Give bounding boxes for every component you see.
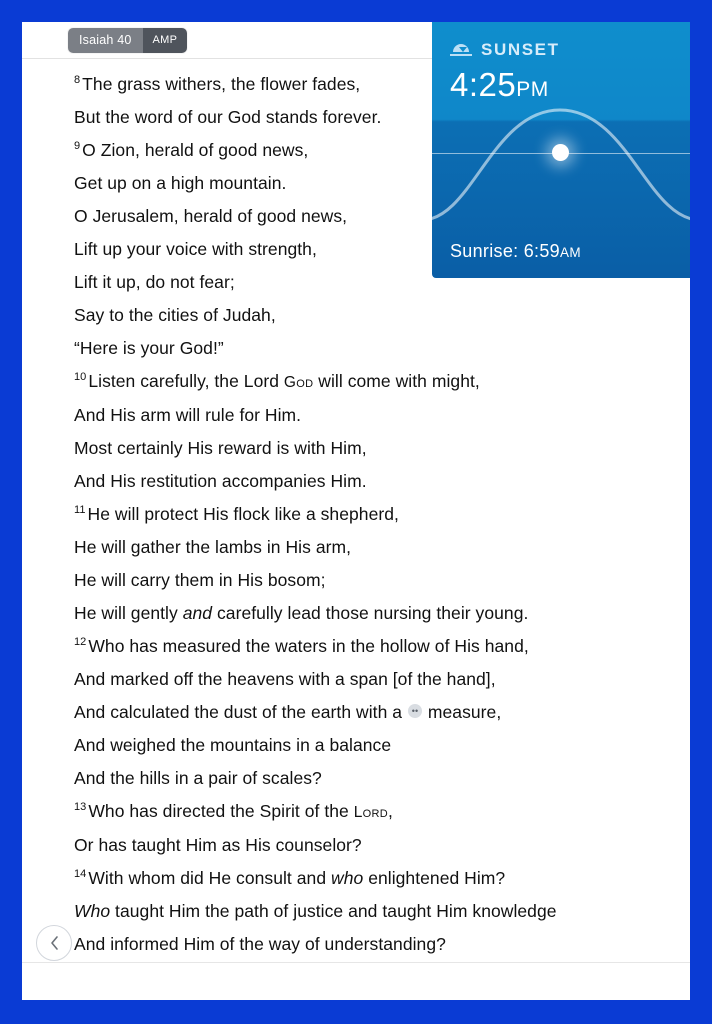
scripture-text-segment: He will gather the lambs in His arm, [74, 537, 352, 557]
sunset-time-meridiem: PM [516, 78, 549, 101]
scripture-text-segment: carefully lead those nursing their young. [212, 603, 529, 623]
scripture-line[interactable] [74, 332, 674, 365]
scripture-text-segment: And weighed the mountains in a balance [74, 735, 392, 755]
scripture-line[interactable] [74, 498, 674, 531]
sun-position-marker [552, 144, 569, 161]
scripture-text-segment: “Here is your God!” [74, 338, 224, 358]
bottom-strip [22, 962, 690, 1000]
sunrise-meridiem: AM [559, 245, 582, 260]
scripture-text-segment: But the word of our God stands forever. [74, 107, 382, 127]
previous-chapter-button[interactable] [36, 925, 72, 961]
scripture-text-segment: will come with might, [313, 371, 480, 391]
scripture-text-segment: And calculated the dust of the earth with a [74, 702, 407, 722]
scripture-text-segment: Lord [353, 804, 388, 821]
scripture-text-segment: He will gently [74, 603, 183, 623]
scripture-text-segment: Listen carefully, the Lord [88, 371, 284, 391]
sunset-time [450, 66, 549, 104]
scripture-text-segment: Or has taught Him as His counselor? [74, 835, 362, 855]
scripture-text-segment: taught Him the path of justice and taught Him knowledge [110, 901, 557, 921]
scripture-line[interactable] [74, 365, 674, 399]
scripture-line[interactable] [74, 928, 674, 961]
scripture-text-segment: and [182, 603, 213, 623]
sunset-time-value: 4:25 [450, 66, 517, 103]
scripture-text-segment: And informed Him of the way of understanding? [74, 934, 446, 954]
scripture-text-segment: measure, [422, 702, 502, 722]
verse-number: 8 [74, 74, 81, 87]
scripture-text-segment: who [331, 868, 364, 888]
scripture-text-segment: Who [74, 901, 111, 921]
reference-version-chip[interactable]: AMP [143, 28, 188, 53]
scripture-text-segment: enlightened Him? [363, 868, 506, 888]
verse-number: 13 [74, 801, 87, 814]
scripture-line[interactable] [74, 862, 674, 895]
scripture-text-segment: And His restitution accompanies Him. [74, 471, 367, 491]
sunset-icon [450, 41, 472, 59]
scripture-text-segment: God [283, 374, 314, 391]
scripture-text-segment: Who has directed the Spirit of the [88, 801, 354, 821]
scripture-text-segment: , [387, 801, 393, 821]
chevron-left-icon [49, 935, 60, 951]
verse-number: 9 [74, 140, 81, 153]
scripture-text-segment: The grass withers, the flower fades, [82, 74, 361, 94]
scripture-line[interactable] [74, 696, 674, 729]
reference-book-chip[interactable]: Isaiah 40 [68, 28, 143, 53]
scripture-line[interactable] [74, 895, 674, 928]
scripture-line[interactable] [74, 399, 674, 432]
scripture-line[interactable] [74, 762, 674, 795]
scripture-line[interactable] [74, 465, 674, 498]
sunrise-text: Sunrise: 6:59 [450, 241, 560, 261]
scripture-line[interactable] [74, 597, 674, 630]
verse-number: 11 [74, 504, 86, 517]
scripture-line[interactable] [74, 432, 674, 465]
verse-number: 14 [74, 868, 87, 881]
scripture-text-segment: He will carry them in His bosom; [74, 570, 326, 590]
scripture-text-segment: And His arm will rule for Him. [74, 405, 302, 425]
scripture-text-segment: Most certainly His reward is with Him, [74, 438, 367, 458]
scripture-line[interactable] [74, 564, 674, 597]
scripture-text-segment: O Jerusalem, herald of good news, [74, 206, 348, 226]
sunset-widget-header [450, 40, 560, 60]
scripture-line[interactable] [74, 630, 674, 663]
scripture-line[interactable] [74, 531, 674, 564]
scripture-text-segment: Say to the cities of Judah, [74, 305, 276, 325]
reference-chip-group[interactable] [68, 28, 187, 53]
scripture-line[interactable] [74, 795, 674, 829]
sun-path-curve [432, 102, 690, 222]
scripture-text-segment: O Zion, herald of good news, [82, 140, 309, 160]
scripture-text-segment: Lift up your voice with strength, [74, 239, 317, 259]
sunset-widget[interactable] [432, 22, 690, 278]
scripture-text-segment: He will protect His flock like a shepherd, [87, 504, 399, 524]
footnote-icon[interactable]: •• [408, 704, 422, 718]
scripture-text-segment: Lift it up, do not fear; [74, 272, 235, 292]
sunset-widget-title: SUNSET [481, 40, 560, 59]
scripture-line[interactable] [74, 663, 674, 696]
scripture-text-segment: Who has measured the waters in the hollow of His hand, [88, 636, 529, 656]
verse-number: 10 [74, 371, 87, 384]
scripture-text-segment: And the hills in a pair of scales? [74, 768, 322, 788]
scripture-line[interactable] [74, 299, 674, 332]
scripture-line[interactable] [74, 729, 674, 762]
sunrise-label [450, 241, 581, 262]
scripture-text-segment: With whom did He consult and [88, 868, 332, 888]
scripture-text-segment: And marked off the heavens with a span [of the hand], [74, 669, 496, 689]
verse-number: 12 [74, 636, 87, 649]
scripture-text-segment: Get up on a high mountain. [74, 173, 287, 193]
scripture-line[interactable] [74, 829, 674, 862]
reader-page [22, 22, 690, 1000]
